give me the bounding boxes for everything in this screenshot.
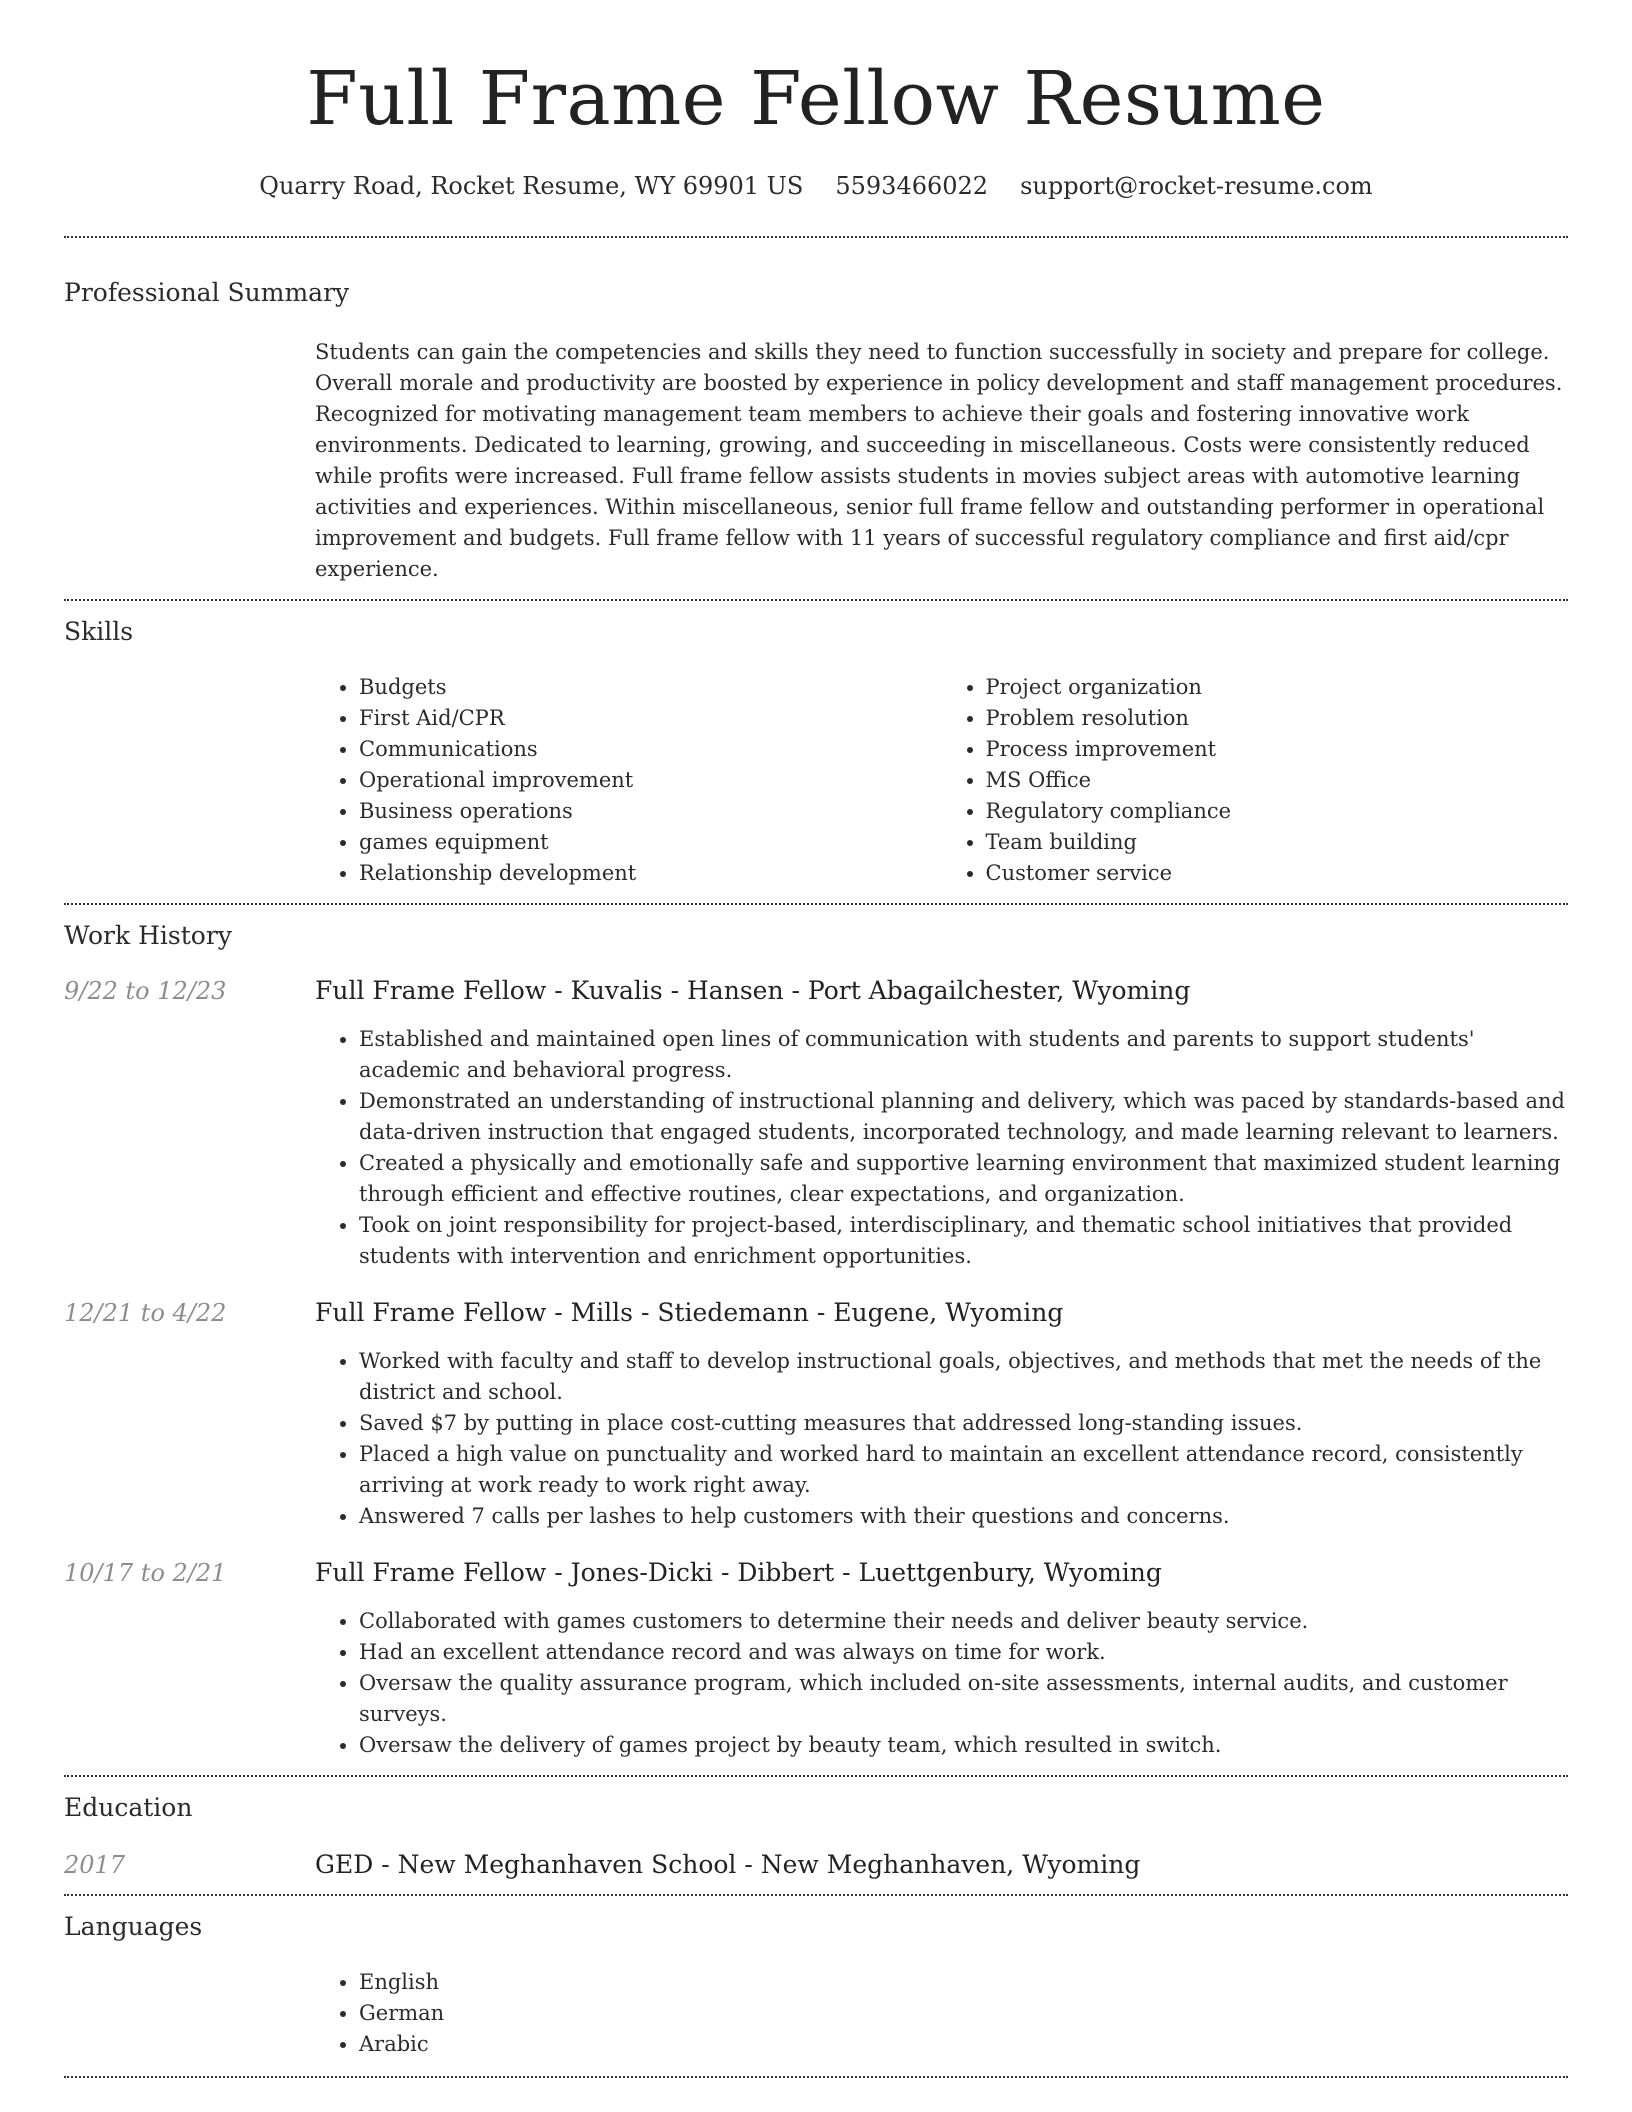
job-title: Full Frame Fellow - Mills - Stiedemann - Eugene, Wyoming — [315, 1298, 1064, 1327]
work-heading: Work History — [64, 921, 232, 950]
job-bullets — [315, 1606, 1568, 1761]
skill-item: • Problem resolution — [986, 703, 1569, 734]
language-item: • English — [359, 1967, 1568, 1998]
job-title: Full Frame Fellow - Kuvalis - Hansen - Port Abagailchester, Wyoming — [315, 976, 1191, 1005]
job-dates: 12/21 to 4/22 — [64, 1299, 227, 1327]
skill-item: • Customer service — [986, 858, 1569, 889]
skill-item: • Process improvement — [986, 734, 1569, 765]
resume-page — [64, 0, 1568, 2078]
job-bullet: • Had an excellent attendance record and was always on time for work. — [359, 1637, 1568, 1668]
language-item: • German — [359, 1998, 1568, 2029]
contact-phone: 5593466022 — [835, 172, 989, 200]
job-bullet: • Saved $7 by putting in place cost-cutting measures that addressed long-standing issues. — [359, 1408, 1568, 1439]
resume-title: Full Frame Fellow Resume — [306, 56, 1326, 142]
job-bullet: • Answered 7 calls per lashes to help customers with their questions and concerns. — [359, 1501, 1568, 1532]
summary-heading: Professional Summary — [64, 278, 350, 307]
divider — [64, 2076, 1568, 2078]
skills-section — [64, 601, 1568, 903]
contact-address: Quarry Road, Rocket Resume, WY 69901 US — [259, 172, 804, 200]
skills-list-right — [942, 672, 1569, 889]
skills-list-left — [315, 672, 942, 889]
skill-item: • games equipment — [359, 827, 942, 858]
job-bullet: • Took on joint responsibility for project-based, interdisciplinary, and thematic school initiatives that provided students with intervention and enrichment opportunities. — [359, 1210, 1568, 1272]
languages-heading: Languages — [64, 1912, 203, 1941]
job-bullet: • Worked with faculty and staff to develop instructional goals, objectives, and methods that met the needs of the district and school. — [359, 1346, 1568, 1408]
skill-item: • Team building — [986, 827, 1569, 858]
contact-email: support@rocket-resume.com — [1020, 172, 1373, 200]
job-bullets — [315, 1024, 1568, 1272]
education-section — [64, 1777, 1568, 1894]
job-bullet: • Placed a high value on punctuality and worked hard to maintain an excellent attendance record, consistently arriving at work ready to work right away. — [359, 1439, 1568, 1501]
job-bullets — [315, 1346, 1568, 1532]
skill-item: • Operational improvement — [359, 765, 942, 796]
contact-line — [64, 172, 1568, 200]
education-entry — [64, 1850, 1568, 1894]
job-bullet: • Established and maintained open lines of communication with students and parents to support students' academic and behavioral progress. — [359, 1024, 1568, 1086]
languages-section — [64, 1896, 1568, 2076]
languages-list — [315, 1967, 1568, 2060]
education-heading: Education — [64, 1793, 193, 1822]
summary-section — [64, 238, 1568, 599]
job-bullet: • Created a physically and emotionally safe and supportive learning environment that maximized student learning through efficient and effective routines, clear expectations, and organization. — [359, 1148, 1568, 1210]
skill-item: • Budgets — [359, 672, 942, 703]
skill-item: • Business operations — [359, 796, 942, 827]
education-degree: GED - New Meghanhaven School - New Meghanhaven, Wyoming — [315, 1850, 1141, 1879]
job-title: Full Frame Fellow - Jones-Dicki - Dibbert - Luettgenbury, Wyoming — [315, 1558, 1162, 1587]
job-entry — [64, 976, 1568, 1272]
skill-item: • Communications — [359, 734, 942, 765]
language-item: • Arabic — [359, 2029, 1568, 2060]
job-dates: 10/17 to 2/21 — [64, 1559, 227, 1587]
job-bullet: • Demonstrated an understanding of instructional planning and delivery, which was paced by standards-based and data-driven instruction that engaged students, incorporated technology, and made learning relevant to learners. — [359, 1086, 1568, 1148]
work-section — [64, 905, 1568, 1775]
skill-item: • MS Office — [986, 765, 1569, 796]
skill-item: • Regulatory compliance — [986, 796, 1569, 827]
education-year: 2017 — [64, 1851, 126, 1879]
job-bullet: • Collaborated with games customers to determine their needs and deliver beauty service. — [359, 1606, 1568, 1637]
summary-text: Students can gain the competencies and skills they need to function successfully in society and prepare for college. Overall morale and productivity are boosted by experience in policy development and staff management procedures. Recognized for motivating management team members to achieve their goals and fostering innovative work environments. Dedicated to learning, growing, and succeeding in miscellaneous. Costs were consistently reduced while profits were increased. Full frame fellow assists students in movies subject areas with automotive learning activities and experiences. Within miscellaneous, senior full frame fellow and outstanding performer in operational improvement and budgets. Full frame fellow with 11 years of successful regulatory compliance and first aid/cpr experience. — [315, 340, 1563, 581]
skill-item: • Project organization — [986, 672, 1569, 703]
skill-item: • Relationship development — [359, 858, 942, 889]
job-dates: 9/22 to 12/23 — [64, 977, 227, 1005]
skill-item: • First Aid/CPR — [359, 703, 942, 734]
skills-grid — [315, 672, 1568, 903]
job-entry — [64, 1298, 1568, 1532]
job-entry — [64, 1558, 1568, 1761]
job-bullet: • Oversaw the quality assurance program, which included on-site assessments, internal audits, and customer surveys. — [359, 1668, 1568, 1730]
skills-heading: Skills — [64, 617, 134, 646]
job-bullet: • Oversaw the delivery of games project by beauty team, which resulted in switch. — [359, 1730, 1568, 1761]
